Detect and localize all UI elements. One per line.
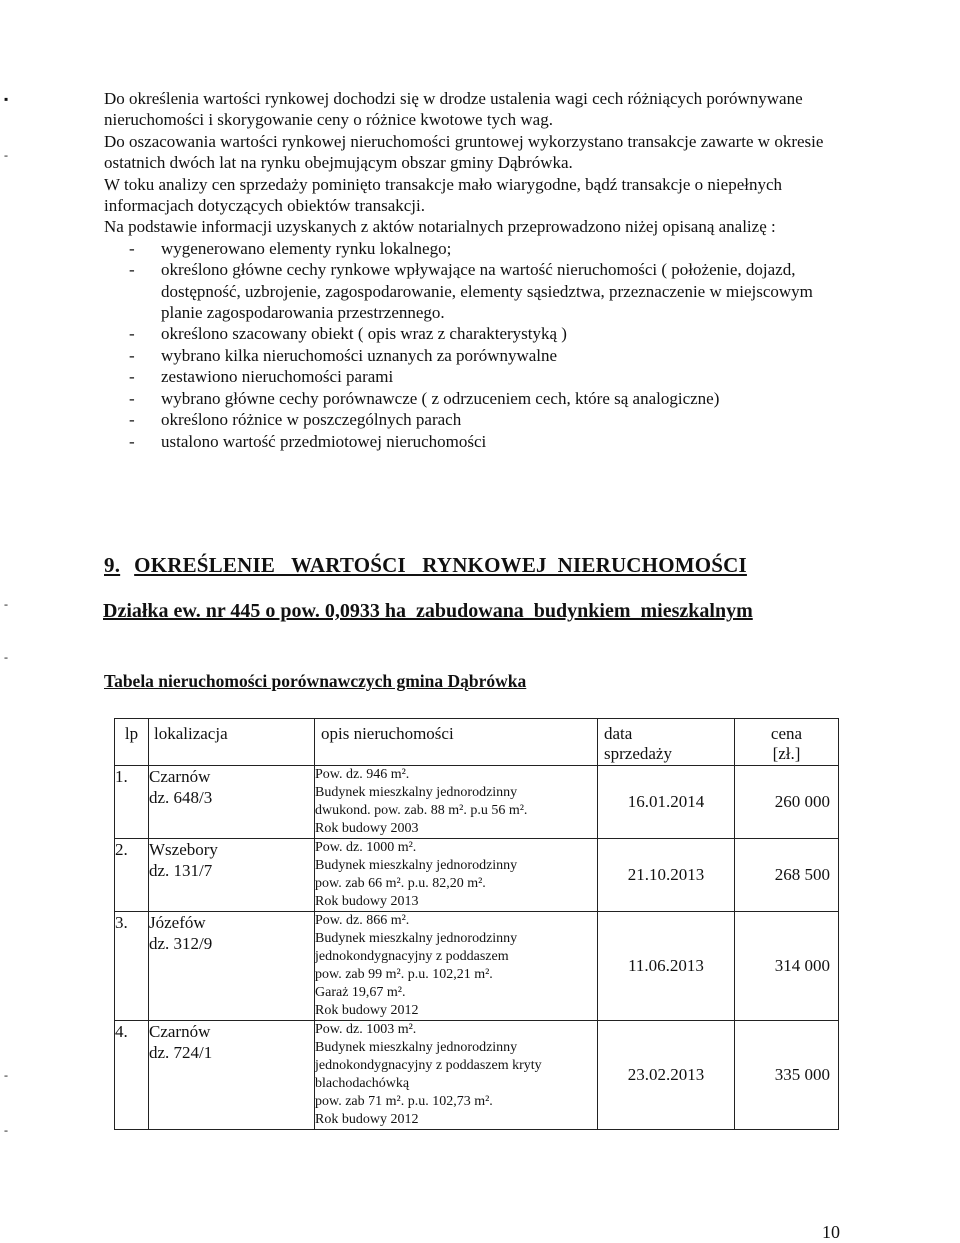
header-data-line1: data [604, 724, 633, 743]
opis-line: pow. zab 71 m². p.u. 102,73 m². [315, 1094, 493, 1109]
opis-line: Rok budowy 2012 [315, 1003, 419, 1018]
opis-line: pow. zab 99 m². p.u. 102,21 m². [315, 967, 493, 982]
list-item: - ustalono wartość przedmiotowej nieruchomości [104, 431, 824, 452]
cell-cena: 335 000 [735, 1021, 839, 1130]
section-number: 9. [104, 553, 121, 577]
plot-number: dz. 724/1 [149, 1043, 213, 1062]
comparison-table [114, 718, 839, 1130]
table-row [115, 839, 839, 912]
list-item: - określono szacowany obiekt ( opis wraz z charakterystyką ) [104, 323, 824, 344]
list-item: - wybrano kilka nieruchomości uznanych za porównywalne [104, 345, 824, 366]
list-item: - określono różnice w poszczególnych parach [104, 409, 824, 430]
opis-line: dwukond. pow. zab. 88 m². p.u 56 m². [315, 803, 528, 818]
intro-paragraph-4: Na podstawie informacji uzyskanych z aktów notarialnych przeprowadzono niżej opisaną analizę : [104, 217, 776, 237]
cell-data: 21.10.2013 [598, 839, 735, 912]
opis-line: jednokondygnacyjny z poddaszem kryty [315, 1058, 542, 1073]
cell-opis [315, 839, 598, 912]
header-lokalizacja: lokalizacja [149, 719, 315, 766]
plot-number: dz. 312/9 [149, 934, 213, 953]
cell-lp: 3. [115, 912, 149, 1021]
cell-lp: 1. [115, 766, 149, 839]
opis-line: Rok budowy 2012 [315, 1112, 419, 1127]
cell-lp: 4. [115, 1021, 149, 1130]
margin-mark: - [4, 650, 8, 664]
opis-line: Pow. dz. 1003 m². [315, 1022, 417, 1037]
opis-line: Pow. dz. 1000 m². [315, 840, 417, 855]
opis-line: Budynek mieszkalny jednorodzinny [315, 931, 518, 946]
cell-cena: 260 000 [735, 766, 839, 839]
cell-lokalizacja [149, 1021, 315, 1130]
cell-data: 11.06.2013 [598, 912, 735, 1021]
page-number: 10 [822, 1222, 840, 1242]
table-row [115, 912, 839, 1021]
list-item: - zestawiono nieruchomości parami [104, 366, 824, 387]
margin-mark: ▪ [4, 92, 9, 106]
cell-lokalizacja [149, 766, 315, 839]
plot-heading: Działka ew. nr 445 o pow. 0,0933 ha zabudowana budynkiem mieszkalnym [103, 600, 753, 622]
cell-lp: 2. [115, 839, 149, 912]
section-heading [104, 553, 747, 578]
table-row [115, 1021, 839, 1130]
opis-line: Budynek mieszkalny jednorodzinny [315, 785, 518, 800]
cell-lokalizacja [149, 912, 315, 1021]
cell-opis [315, 1021, 598, 1130]
opis-line: Budynek mieszkalny jednorodzinny [315, 1040, 518, 1055]
cell-opis [315, 766, 598, 839]
opis-line: pow. zab 66 m². p.u. 82,20 m². [315, 876, 486, 891]
header-lp: lp [115, 719, 149, 766]
opis-line: Pow. dz. 946 m². [315, 767, 410, 782]
margin-mark: - [4, 148, 8, 162]
locality: Wszebory [149, 840, 218, 859]
header-data [598, 719, 735, 766]
plot-number: dz. 131/7 [149, 861, 213, 880]
table-header-row [115, 719, 839, 766]
table-title: Tabela nieruchomości porównawczych gmina Dąbrówka [104, 671, 527, 691]
opis-line: jednokondygnacyjny z poddaszem [315, 949, 509, 964]
header-cena-line2: [zł.] [772, 744, 801, 763]
opis-line: Rok budowy 2013 [315, 894, 419, 909]
list-item: - wygenerowano elementy rynku lokalnego; [104, 238, 824, 259]
section-title: OKREŚLENIE WARTOŚCI RYNKOWEJ NIERUCHOMOŚCI [134, 553, 747, 577]
intro-paragraph-3: W toku analizy cen sprzedaży pominięto transakcje mało wiarygodne, bądź transakcje o niepełnych informacjach dotyczących obiektów transakcji. [104, 174, 783, 216]
margin-mark: - [4, 597, 8, 611]
analysis-steps-list [104, 238, 824, 452]
opis-line: Garaż 19,67 m². [315, 985, 406, 1000]
opis-line: blachodachówką [315, 1076, 410, 1091]
opis-line: Budynek mieszkalny jednorodzinny [315, 858, 518, 873]
header-cena [735, 719, 839, 766]
cell-data: 23.02.2013 [598, 1021, 735, 1130]
cell-opis [315, 912, 598, 1021]
opis-line: Pow. dz. 866 m². [315, 913, 410, 928]
margin-mark: - [4, 1068, 8, 1082]
plot-number: dz. 648/3 [149, 788, 213, 807]
locality: Józefów [149, 913, 206, 932]
header-opis: opis nieruchomości [315, 719, 598, 766]
cell-cena: 314 000 [735, 912, 839, 1021]
opis-line: Rok budowy 2003 [315, 821, 419, 836]
list-item: - określono główne cechy rynkowe wpływające na wartość nieruchomości ( położenie, dojazd, dostępność, uzbrojenie, zagospodarowanie, elementy sąsiedztwa, przeznaczenie w miejscowym planie zagospodarowania przestrzennego. [104, 259, 824, 323]
margin-mark: - [4, 1123, 8, 1137]
cell-lokalizacja [149, 839, 315, 912]
header-data-line2: sprzedaży [604, 744, 672, 763]
locality: Czarnów [149, 1022, 211, 1041]
cell-data: 16.01.2014 [598, 766, 735, 839]
intro-paragraph-1: Do określenia wartości rynkowej dochodzi się w drodze ustalenia wagi cech różniących porównywane nieruchomości i skorygowanie ceny o różnice kwotowe tych wag. [104, 89, 803, 130]
table-row [115, 766, 839, 839]
header-cena-line1: cena [770, 724, 803, 743]
list-item: - wybrano główne cechy porównawcze ( z odrzuceniem cech, które są analogiczne) [104, 388, 824, 409]
intro-text [104, 88, 824, 452]
intro-paragraph-2: Do oszacowania wartości rynkowej nieruchomości gruntowej wykorzystano transakcje zawarte w okresie ostatnich dwóch lat na rynku obejmującym obszar gminy Dąbrówka. [104, 131, 824, 173]
locality: Czarnów [149, 767, 211, 786]
cell-cena: 268 500 [735, 839, 839, 912]
